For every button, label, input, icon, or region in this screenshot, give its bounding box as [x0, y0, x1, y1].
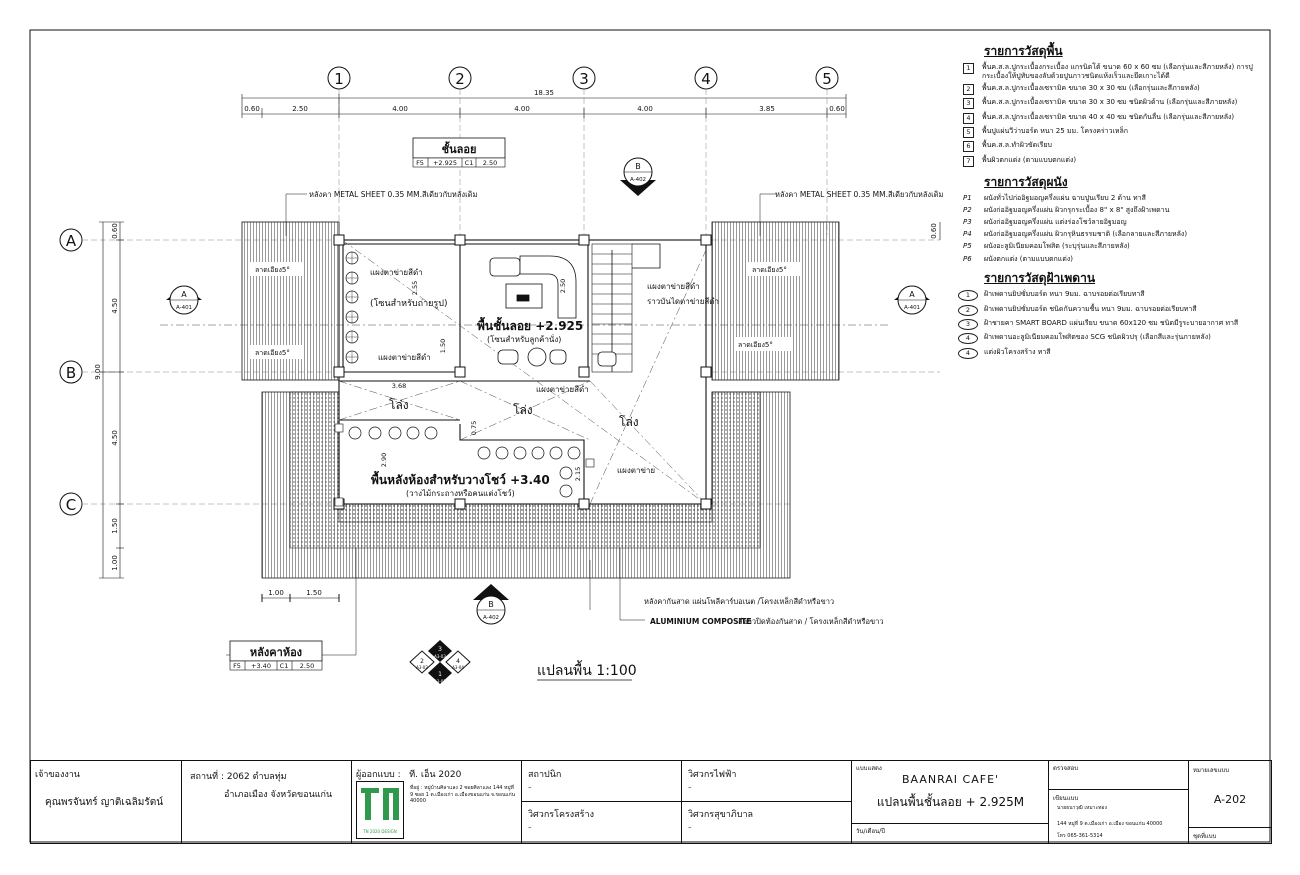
legend-text: ฝ้าเพดานอะลูมิเนียมคอมโพสิตของ SCG ชนิดผิวปรุ (เลือกสีและรุ่นภายหลัง) [984, 333, 1211, 342]
dim: 1.50 [439, 338, 447, 354]
legend-code: P2 [963, 205, 972, 214]
wall-materials-title: รายการวัสดุผนัง [984, 174, 1068, 189]
place-line-1: 2062 ตำบลทุ่ม [226, 772, 287, 782]
key-sheet: A3-02 [416, 665, 428, 670]
sheet-title: แปลนพื้นชั้นลอย + 2.925M [876, 795, 1025, 809]
legend-text: ผนังก่ออิฐมอญครึ่งแผ่น แต่งร่องโชว์ลายอิฐมอญ [984, 218, 1127, 227]
top-dim-5: 3.85 [759, 105, 775, 113]
legend-text: พื้นค.ส.ล.ปูกระเบื้องเซรามิค ขนาด 30 x 30 ซม ชนิดผิวด้าน (เลือกรุ่นและสีภายหลัง) [982, 98, 1238, 107]
sanitary-label: วิศวกรสุขาภิบาล [688, 810, 754, 820]
legend-row [958, 63, 1258, 81]
section-letter: B [635, 162, 641, 171]
key-num: 3 [438, 646, 442, 653]
legend-text: ผนังทั่วไปก่ออิฐมอญครึ่งแผ่น ฉาบปูนเรียบ 2 ด้าน ทาสี [984, 193, 1146, 202]
mezzanine-zone-label: (โซนสำหรับลูกค้านั่ง) [487, 335, 562, 344]
dim: 3.68 [391, 382, 407, 390]
section-letter: A [181, 290, 187, 299]
check-label: ตรวจสอบ [1053, 765, 1079, 772]
key-num: 4 [456, 658, 460, 665]
legend-row [958, 333, 1258, 344]
box-cell: 2.50 [482, 159, 498, 167]
legend-code: P4 [963, 230, 972, 239]
top-dim-0: 0.60 [244, 105, 260, 113]
electrical-label: วิศวกรไฟฟ้า [688, 770, 737, 780]
top-dim-2: 4.00 [392, 105, 408, 113]
show-floor-label: พื้นหลังห้องสำหรับวางโชว์ +3.40 [371, 473, 550, 487]
ceiling-materials [958, 271, 1258, 359]
elevation-key [410, 640, 470, 684]
box-cell: +3.40 [251, 662, 271, 670]
section-sheet: A-402 [482, 615, 500, 621]
box-cell: C1 [279, 662, 289, 670]
drawn-name: นายธนาวุฒิ เหมาะทอง [1057, 805, 1107, 811]
legend-text: ผนังอะลูมิเนียมคอมโพสิต (ระบุรุ่นและสีภายหลัง) [984, 242, 1130, 251]
void-label: โล่ง [513, 403, 533, 417]
architect-label: สถาปนิก [528, 770, 562, 780]
section-sheet: A-401 [175, 305, 193, 311]
sanitary-value: – [688, 823, 692, 831]
legend-text: ฝ้าเพดานยิปซั่มบอร์ด หนา 9มม. ฉาบรอยต่อเรียบทาสี [984, 290, 1145, 299]
box-cell: C1 [464, 159, 474, 167]
legend-row [958, 206, 1258, 215]
structural-value: – [528, 823, 532, 831]
legend-row [958, 127, 1258, 138]
legend-text: พื้นปูแผ่นวีว่าบอร์ด หนา 25 มม. โครงคร่าวเหล็ก [982, 127, 1129, 136]
mesh-panel-label: แผงตาข่ายสีดำ [647, 282, 700, 291]
legend-text: ผนังก่ออิฐมอญครึ่งแผ่น ผิวกรุหินธรรมชาติ (เลือกลายและสีภายหลัง) [984, 230, 1188, 239]
legend-code: P6 [963, 254, 972, 263]
top-dim-4: 4.00 [637, 105, 653, 113]
left-dimensions [94, 222, 124, 578]
slope-label: ลาดเอียง5° [255, 266, 290, 274]
dim: 2.15 [574, 466, 582, 482]
roof-title-box [230, 641, 322, 670]
bottom-dim-0: 1.00 [268, 589, 284, 597]
right-roof [712, 222, 839, 380]
legend-row [958, 242, 1258, 251]
legend-row [958, 156, 1258, 167]
grid-row-markers [60, 229, 82, 515]
legend-num: 4 [963, 113, 974, 124]
right-dim: 0.60 [930, 223, 938, 239]
wall-materials [958, 175, 1258, 263]
overall-dim: 18.35 [533, 89, 555, 97]
key-sheet: A3-03 [434, 654, 446, 659]
left-dim-3: 4.50 [111, 430, 119, 446]
legend-row [958, 113, 1258, 124]
legend-text: แต่งผิวโครงสร้าง ทาสี [984, 347, 1051, 356]
grid-row-c: C [65, 496, 77, 514]
section-marker-left [166, 286, 202, 314]
legend-text: ผนังก่ออิฐมอญครึ่งแผ่น ผิวกรุกระเบื้อง 8" x 8" สูงถึงฝ้าเพดาน [984, 205, 1170, 214]
key-num: 2 [420, 658, 424, 665]
key-sheet: A3-04 [452, 665, 464, 670]
legend-text: พื้นค.ส.ล.ทำผิวขัดเรียบ [982, 141, 1052, 150]
engineer-cell [682, 761, 852, 843]
legend-text: ผนังตกแต่ง (ตามแบบตกแต่ง) [984, 254, 1074, 263]
legend-code: P1 [963, 193, 972, 202]
top-dim-1: 2.50 [292, 105, 308, 113]
left-dim-0: 0.60 [111, 223, 119, 239]
legend-row [958, 141, 1258, 152]
grid-col-3: 3 [579, 70, 589, 88]
grid-col-5: 5 [822, 70, 832, 88]
section-letter: A [909, 290, 915, 299]
box-cell: F5 [416, 159, 424, 167]
legend-num: 4 [958, 333, 978, 344]
legend-code: P5 [963, 242, 972, 251]
slope-label: ลาดเอียง5° [752, 266, 787, 274]
left-dim-2: 9.00 [94, 364, 102, 380]
building-walls [339, 240, 706, 504]
top-dim-3: 4.00 [514, 105, 530, 113]
legend-text: พื้นค.ส.ล.ปูกระเบื้องกระเบื้อง แกรนิตโต้ ขนาด 60 x 60 ซม (เลือกรุ่นและสีภายหลัง) การปูกระเบื้องให้ปูทับของลับด้วยปูนกาวชนิดแห้งเร็วและยึดเกาะได้ดี [982, 63, 1253, 80]
grid-row-a: A [65, 232, 77, 250]
grid-row-b: B [65, 364, 77, 382]
legend-num: 1 [958, 290, 978, 301]
legend-row [958, 84, 1258, 95]
roof-box-title: หลังคาห้อง [249, 646, 303, 659]
sheet-label: แบบแสดง [856, 765, 882, 772]
location-cell [182, 761, 352, 843]
section-marker-right [894, 286, 930, 314]
legend-row [958, 98, 1258, 109]
section-sheet: A-401 [903, 305, 921, 311]
legend-text: พื้นค.ส.ล.ปูกระเบื้องเซรามิค ขนาด 30 x 30 ซม (เลือกรุ่นและสีภายหลัง) [982, 83, 1200, 92]
architect-cell [522, 761, 682, 843]
bottom-dimensions [262, 589, 339, 602]
architect-value: – [528, 783, 532, 791]
slope-label: ลาดเอียง5° [738, 341, 773, 349]
key-sheet: A3-01 [434, 679, 446, 684]
owner-name: คุณพรจันทร์ ญาติเฉลิมรัตน์ [45, 797, 164, 808]
legend-num: 2 [958, 305, 978, 316]
top-dim-6: 0.60 [829, 105, 845, 113]
owner-label: เจ้าของงาน [35, 770, 80, 780]
designer-name: ที. เอ็น 2020 [409, 770, 462, 780]
legend-row [958, 194, 1258, 203]
drawn-label: เขียนแบบ [1053, 795, 1079, 802]
checker-cell [1049, 761, 1189, 843]
legend-row [958, 319, 1258, 330]
dim: 2.90 [380, 452, 388, 468]
mezzanine-floor-label: พื้นชั้นลอย +2.925 [477, 319, 584, 333]
electrical-value: – [688, 783, 692, 791]
total-label: ชุดที่แบบ [1193, 833, 1217, 840]
show-floor-note: (วางไม้กระถางหรือคนแต่งโชว์) [406, 489, 515, 498]
left-roof [242, 222, 339, 380]
roof-note-right: หลังคา METAL SHEET 0.35 MM.สีเดียวกับหลังเดิม [775, 190, 944, 199]
legend-num: 7 [963, 156, 974, 167]
section-letter: B [488, 600, 494, 609]
dim: 2.55 [411, 280, 419, 296]
material-legend [958, 44, 1258, 367]
section-marker-top [620, 158, 656, 196]
bottom-dim-1: 1.50 [306, 589, 322, 597]
legend-code: P3 [963, 218, 972, 227]
sheet-number: A-202 [1213, 793, 1247, 806]
place-line-2: อำเภอเมือง จังหวัดขอนแก่น [224, 790, 333, 800]
designer-cell [352, 761, 522, 843]
section-marker-bottom [473, 584, 509, 624]
roof-note-left: หลังคา METAL SHEET 0.35 MM.สีเดียวกับหลังเดิม [309, 190, 478, 199]
legend-row [958, 305, 1258, 316]
drawn-phone: โทร 065-361-5314 [1057, 833, 1103, 839]
box-cell: 2.50 [299, 662, 315, 670]
legend-row [958, 290, 1258, 301]
mesh-panel-label: แผงตาข่าย [617, 466, 656, 475]
floor-materials-title: รายการวัสดุพื้น [984, 44, 1063, 58]
drawn-address: 144 หมู่ที่ 9 ต.เมืองเก่า อ.เมือง ขอนแก่น 40000 [1057, 821, 1163, 827]
box-cell: +2.925 [432, 159, 458, 167]
legend-text: ฝ้าเพดานยิปซั่มบอร์ด ชนิดกันความชื้น หนา 9มม. ฉาบรอยต่อเรียบทาสี [984, 304, 1197, 313]
aluminium-note: สีขาวปิดท้องกันสาด / โครงเหล็กสีดำหรือขาว [738, 617, 884, 626]
slope-label: ลาดเอียง5° [255, 349, 290, 357]
project-name: BAANRAI CAFE' [901, 773, 1000, 786]
designer-label: ผู้ออกแบบ : [356, 770, 401, 780]
ceiling-materials-title: รายการวัสดุฝ้าเพดาน [984, 271, 1096, 286]
legend-num: 3 [963, 98, 974, 109]
right-dimension [930, 222, 940, 240]
void-label: โล่ง [389, 398, 409, 412]
grid-col-4: 4 [701, 70, 711, 88]
grid-col-2: 2 [455, 70, 465, 88]
aluminium-label: ALUMINIUM COMPOSITE [650, 617, 752, 626]
owner-cell [31, 761, 182, 843]
photo-zone-label: (โซนสำหรับถ่ายรูป) [370, 299, 448, 309]
grid-column-markers [328, 67, 838, 89]
dim: 0.75 [470, 420, 478, 436]
box-cell: F5 [233, 662, 241, 670]
section-sheet: A-402 [629, 177, 647, 183]
floor-materials [958, 44, 1258, 167]
grid-col-1: 1 [334, 70, 344, 88]
legend-text: พื้นค.ส.ล.ปูกระเบื้องเซรามิค ขนาด 40 x 40 ซม ชนิดกันลื่น (เลือกรุ่นและสีภายหลัง) [982, 112, 1235, 121]
sheetno-label: หมายเลขแบบ [1193, 767, 1230, 774]
legend-num: 3 [958, 319, 978, 330]
legend-num: 6 [963, 141, 974, 152]
designer-logo [356, 781, 404, 839]
handrail-label: ราวบันไดตาข่ายสีดำ [647, 297, 719, 306]
sheet-title-cell [852, 761, 1049, 843]
canopy-note: หลังคากันสาด แผ่นโพลีคาร์บอเนต /โครงเหล็กสีดำหรือขาว [644, 597, 835, 606]
logo-text: TN 2020 DESIGN [363, 829, 397, 834]
left-dim-5: 1.00 [111, 555, 119, 571]
legend-row [958, 255, 1258, 264]
legend-num: 2 [963, 84, 974, 95]
legend-num: 5 [963, 127, 974, 138]
mesh-panel-label: แผงตาข่ายสีดำ [378, 353, 431, 362]
sheet-number-cell [1189, 761, 1271, 843]
legend-text: พื้นผิวตกแต่ง (ตามแบบตกแต่ง) [982, 155, 1077, 164]
mesh-panel-label: แผงตาข่ายสีดำ [536, 385, 589, 394]
legend-row [958, 230, 1258, 239]
title-block [30, 760, 1272, 844]
dim: 2.50 [559, 278, 567, 294]
left-dim-1: 4.50 [111, 298, 119, 314]
structural-label: วิศวกรโครงสร้าง [528, 810, 594, 820]
mezzanine-title-box [413, 138, 505, 167]
plan-title: แปลนพื้น 1:100 [537, 663, 637, 679]
legend-num: 1 [963, 63, 974, 74]
logo-icon [357, 782, 403, 826]
legend-text: ฝ้าชายคา SMART BOARD แผ่นเรียบ ขนาด 60x120 ซม ชนิดมีรูระบายอากาศ ทาสี [984, 319, 1239, 328]
void-label: โล่ง [619, 415, 639, 429]
top-dimensions [242, 89, 846, 118]
legend-row [958, 348, 1258, 359]
date-label: วัน/เดือน/ปี [856, 828, 885, 835]
designer-address: ที่อยู่ : หมู่บ้านศิลาแลง 2 ซอยศิลาแลง 144 หมู่ที่ 9 ซอย 1 ต.เมืองเก่า อ.เมืองขอนแก่น จ.ขอนแก่น 40000 [410, 785, 516, 804]
place-label: สถานที่ : [190, 772, 224, 782]
mesh-panel-label: แผงตาข่ายสีดำ [370, 268, 423, 277]
left-dim-4: 1.50 [111, 518, 119, 534]
legend-row [958, 218, 1258, 227]
legend-num: 4 [958, 348, 978, 359]
key-num: 1 [438, 671, 442, 678]
mezzanine-box-title: ชั้นลอย [441, 143, 477, 156]
